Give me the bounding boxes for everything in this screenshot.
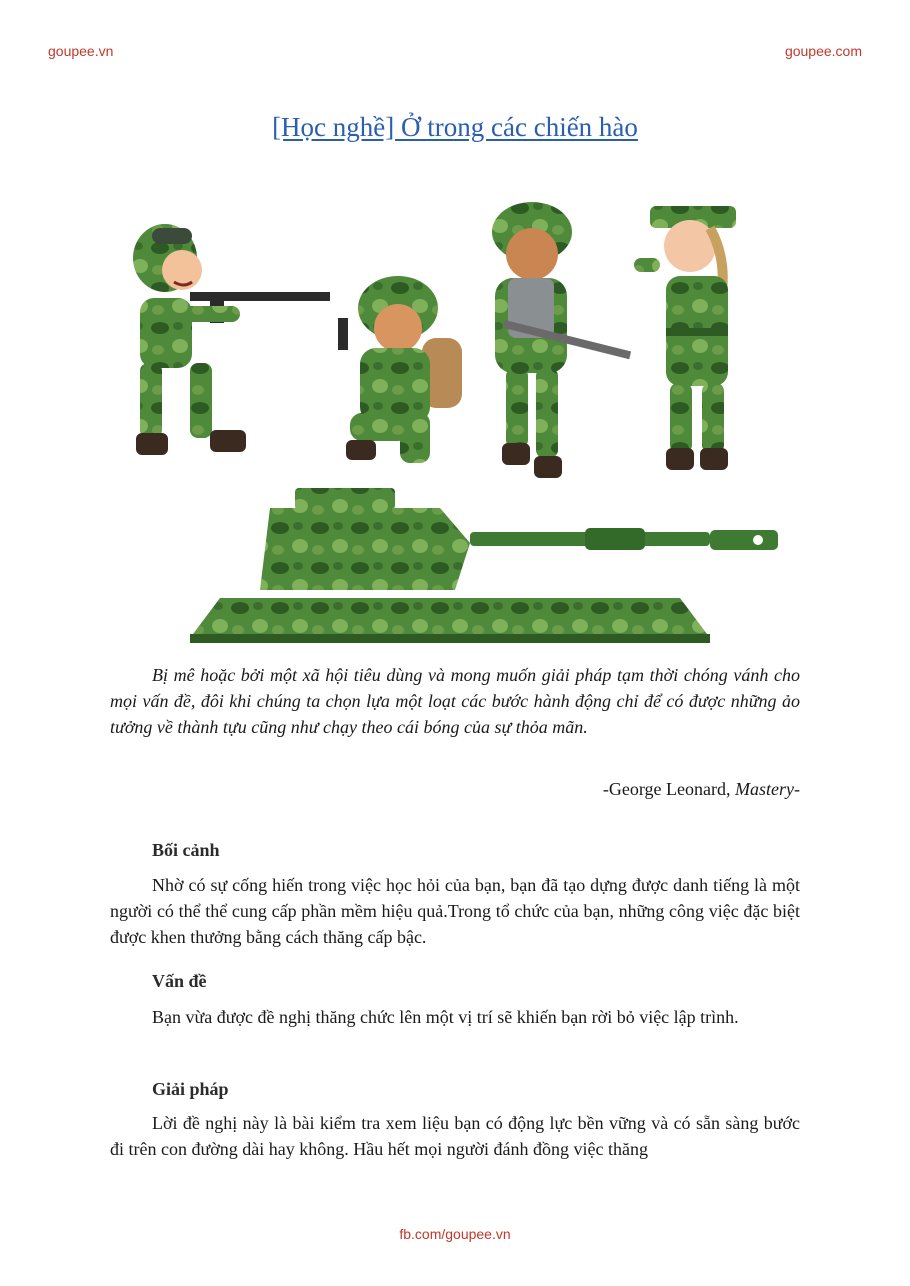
footer-link[interactable]: fb.com/goupee.vn (399, 1226, 511, 1242)
section-heading: Giải pháp (152, 1079, 229, 1099)
section-paragraph: Nhờ có sự cống hiến trong việc học hỏi của bạn, bạn đã tạo dựng được danh tiếng là một người có thể thể cung cấp phần mềm hiệu quả.Trong tổ chức của bạn, những công việc đặc biệt được khen thưởng bằng cách thăng cấp bậc. (110, 875, 800, 947)
header-site-right[interactable]: goupee.com (784, 43, 862, 59)
soldier-kneeling-radio (338, 276, 462, 463)
page-title[interactable]: [Học nghề] Ở trong các chiến hào (272, 112, 638, 142)
soldier-saluting (634, 206, 736, 470)
epigraph-quote: Bị mê hoặc bởi một xã hội tiêu dùng và mong muốn giải pháp tạm thời chóng vánh cho mọi vấn đề, đôi khi chúng ta chọn lựa một loạt các bước hành động chỉ để có được những ảo tưởng về thành tựu cũng như chạy theo cái bóng của sự thỏa mãn. (110, 665, 800, 737)
section-paragraph: Bạn vừa được đề nghị thăng chức lên một vị trí sẽ khiến bạn rời bỏ việc lập trình. (152, 1007, 739, 1027)
soldier-holding-rifle (492, 202, 631, 478)
attribution-work: Mastery (735, 779, 794, 799)
soldiers-and-tank-illustration (110, 198, 800, 643)
header-site-left[interactable]: goupee.vn (48, 43, 114, 59)
attribution-author: -George Leonard, (602, 779, 736, 799)
attribution-suffix: - (794, 779, 800, 799)
section-heading: Vấn đề (152, 971, 207, 991)
quote-attribution (603, 779, 800, 800)
section-paragraph: Lời đề nghị này là bài kiểm tra xem liệu bạn có động lực bền vững và có sẵn sàng bước đi trên con đường dài hay không. Hầu hết mọi người đánh đồng việc thăng (110, 1113, 800, 1159)
soldier-aiming-rifle (133, 224, 330, 455)
tank (190, 488, 778, 643)
section-heading: Bối cảnh (152, 840, 220, 860)
